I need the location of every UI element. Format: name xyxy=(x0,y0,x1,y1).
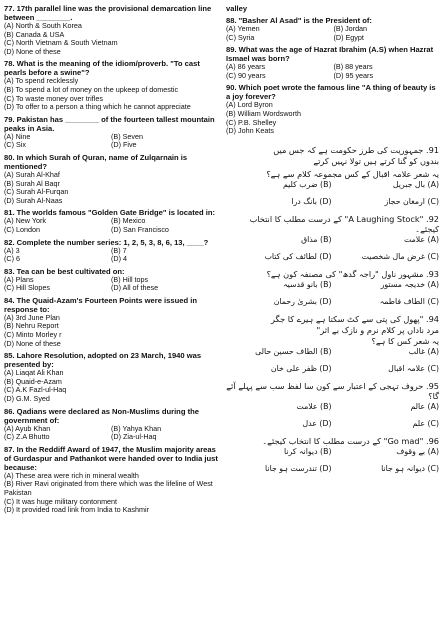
urdu-question-block xyxy=(226,169,441,207)
option-row xyxy=(4,284,218,293)
question-text: 85. Lahore Resolution, adopted on 23 March, 1940 was presented by: xyxy=(4,351,202,370)
question-block xyxy=(4,4,218,56)
option-list xyxy=(4,217,218,234)
urdu-option: (C) الطاف فاطمہ xyxy=(379,296,439,306)
option-list xyxy=(226,25,441,42)
option: (B) 7 xyxy=(111,246,127,255)
option: (A) 86 years xyxy=(226,63,266,72)
urdu-option-row xyxy=(226,252,441,262)
urdu-option-row xyxy=(226,464,441,474)
option-list xyxy=(4,314,218,348)
option: (B) Canada & USA xyxy=(4,29,65,39)
question-text: 90. Which poet wrote the famous line "A thing of beauty is a joy forever? xyxy=(226,83,436,102)
option: (A) Nine xyxy=(4,132,31,141)
option: (B) 88 years xyxy=(333,63,373,72)
urdu-option-row xyxy=(226,180,441,190)
option: (C) P.B. Shelley xyxy=(226,117,277,127)
option: (D) Zia-ul-Haq xyxy=(111,433,157,442)
urdu-option: (A) خدیجہ مستور xyxy=(380,279,439,289)
urdu-question-text: 93. مشہور ناول "راجہ گدھ" کی مصنفہ کون ہے؟ xyxy=(266,268,439,279)
option-list xyxy=(4,425,218,442)
option-row xyxy=(4,433,218,442)
urdu-questions xyxy=(226,145,441,474)
question-block xyxy=(226,45,441,80)
urdu-option-row xyxy=(226,402,441,412)
option: (C) Z.A Bhutto xyxy=(4,433,50,442)
question-block xyxy=(226,83,441,135)
question-block xyxy=(4,296,218,348)
option: (D) G.M. Syed xyxy=(4,394,50,404)
urdu-question-block xyxy=(226,145,441,166)
option: (D) Egypt xyxy=(333,33,364,42)
urdu-question-block xyxy=(226,214,441,262)
option-list xyxy=(4,22,218,56)
option: (B) Surah Al Baqr xyxy=(4,178,60,188)
urdu-option-row xyxy=(226,280,441,290)
option-row xyxy=(4,425,218,434)
option: (B) Hill tops xyxy=(111,275,149,284)
option: (B) To spend a lot of money on the upkeep of domestic xyxy=(4,84,179,94)
option: (A) Lord Byron xyxy=(226,100,273,110)
question-block xyxy=(4,153,218,205)
option: (D) None of these xyxy=(4,338,61,348)
option: (D) 95 years xyxy=(333,71,374,80)
question-text: valley xyxy=(226,4,248,13)
option: (C) A.K Fazl-ul-Haq xyxy=(4,385,67,395)
option: (A) Plans xyxy=(4,275,34,284)
urdu-question-text: یہ شعر علامہ اقبال کے کس مجموعہ کلام سے ہے؟ xyxy=(266,168,439,179)
option: (A) New York xyxy=(4,217,46,226)
question-block xyxy=(4,208,218,234)
option: (C) To waste money over trifles xyxy=(4,93,103,103)
urdu-option: (C) علم xyxy=(412,418,439,428)
option-list xyxy=(4,77,218,111)
urdu-option: (C) ارمغان حجاز xyxy=(384,196,439,206)
option: (B) Quaid-e-Azam xyxy=(4,376,62,386)
urdu-question-block xyxy=(226,314,441,374)
option: (C) Surah Al-Furqan xyxy=(4,187,69,197)
urdu-option: (A) بے وقوف xyxy=(396,446,439,456)
option: (B) Yahya Khan xyxy=(111,424,162,433)
option: (A) North & South Korea xyxy=(4,21,82,30)
option-list xyxy=(4,472,218,515)
urdu-question-text: 91. جمہوریت کی طرز حکومت ہے کہ جس میں xyxy=(273,144,439,155)
urdu-option: (B) علامت xyxy=(296,401,332,411)
urdu-option: (D) تندرست ہو جانا xyxy=(265,463,332,473)
urdu-question-text: 92. "A Laughing Stock" کے درست مطلب کا انتخاب کیجئے۔ xyxy=(249,213,439,234)
urdu-question-text: 95. حروف تہجی کے اعتبار سے کون سا لفظ سب سے پہلے آئے گا؟ xyxy=(226,380,439,401)
urdu-option: (B) دیوانہ کرنا xyxy=(283,446,332,456)
option-list xyxy=(4,171,218,205)
option: (C) 90 years xyxy=(226,71,266,80)
option: (A) These area were rich in mineral wealth xyxy=(4,470,139,480)
option: (B) Nehru Report xyxy=(4,321,59,331)
option-list xyxy=(226,63,441,80)
option-list xyxy=(4,369,218,403)
option-row xyxy=(4,276,218,285)
option: (C) 6 xyxy=(4,255,20,264)
option: (C) Hill Slopes xyxy=(4,284,50,293)
urdu-option-row xyxy=(226,235,441,245)
option: (B) William Wordsworth xyxy=(226,108,301,118)
right-column xyxy=(226,4,441,481)
option: (D) To offer to a person a thing which he cannot appreciate xyxy=(4,102,191,112)
urdu-option: (B) الطاف حسین حالی xyxy=(255,346,332,356)
question-block xyxy=(226,16,441,42)
left-column xyxy=(4,4,218,518)
option: (D) Surah Al-Naas xyxy=(4,195,63,205)
question-text: 84. The Quaid-Azam's Fourteen Points were issued in response to: xyxy=(4,295,197,314)
option-row xyxy=(4,255,218,264)
urdu-option: (B) ضرب کلیم xyxy=(282,179,332,189)
urdu-option-row xyxy=(226,197,441,207)
option-row xyxy=(4,217,218,226)
urdu-question-text: یہ شعر کس کا ہے؟ xyxy=(371,335,439,346)
option: (B) Mexico xyxy=(111,217,146,226)
urdu-option: (D) لطائف کی کتاب xyxy=(264,251,332,261)
urdu-option: (A) بال جبریل xyxy=(392,179,439,189)
urdu-option-row xyxy=(226,347,441,357)
urdu-option-row xyxy=(226,364,441,374)
option: (A) Yemen xyxy=(226,25,260,33)
urdu-option-row xyxy=(226,447,441,457)
question-text: 82. Complete the number series: 1, 2, 5, 3, 8, 6, 13, ____? xyxy=(4,237,209,247)
question-block xyxy=(226,4,441,13)
urdu-option: (C) غرض مال شخصیت xyxy=(361,251,439,261)
question-block xyxy=(4,59,218,111)
option-list xyxy=(4,276,218,293)
option-row xyxy=(226,25,441,34)
urdu-option: (A) عالم xyxy=(410,401,439,411)
option: (C) North Vietnam & South Vietnam xyxy=(4,38,118,48)
question-text: 87. In the Reddiff Award of 1947, the Muslim majority areas of Gurdaspur and Pathankot were handed over to India just because: xyxy=(4,444,218,472)
urdu-option: (A) علامت xyxy=(403,234,439,244)
urdu-option: (D) عدل xyxy=(302,418,332,428)
urdu-question-block xyxy=(226,381,441,429)
option-row xyxy=(4,141,218,150)
option: (C) Minto Morley r xyxy=(4,330,62,340)
option: (B) Seven xyxy=(111,132,143,141)
urdu-question-block xyxy=(226,269,441,307)
urdu-option-row xyxy=(226,297,441,307)
question-block xyxy=(4,351,218,403)
urdu-question-text: مرد ناداں پر کلام نرم و نازک بے اثر" xyxy=(316,324,439,335)
option-row xyxy=(226,72,441,81)
question-block xyxy=(4,115,218,150)
urdu-option: (D) ظفر علی خان xyxy=(270,363,332,373)
urdu-option: (B) بانو قدسیہ xyxy=(283,279,332,289)
option-row xyxy=(4,247,218,256)
option-row xyxy=(4,133,218,142)
option-list xyxy=(4,133,218,150)
question-text: 86. Qadians were declared as Non-Muslims during the government of: xyxy=(4,406,199,425)
option: (D) John Keats xyxy=(226,126,274,136)
option: (A) Liaqat Ali Khan xyxy=(4,368,64,378)
question-text: 79. Pakistan has ________ of the fourteen tallest mountain peaks in Asia. xyxy=(4,114,215,133)
question-text: 88. "Basher Al Asad" is the President of: xyxy=(226,16,372,25)
option-row xyxy=(226,34,441,43)
urdu-option-row xyxy=(226,419,441,429)
option: (D) San Francisco xyxy=(111,225,169,234)
english-questions-right xyxy=(226,4,441,136)
question-text: 83. Tea can be best cultivated on: xyxy=(4,266,125,276)
option-list xyxy=(226,101,441,135)
option-row xyxy=(226,63,441,72)
question-block xyxy=(4,238,218,264)
option: (B) River Ravi originated from there which was the lifeline of West Pakistan xyxy=(4,479,213,497)
option: (A) 3rd June Plan xyxy=(4,312,60,322)
urdu-option: (B) مذاق xyxy=(301,234,332,244)
option: (B) Jordan xyxy=(333,25,368,33)
option: (A) 3 xyxy=(4,246,20,255)
option: (C) It was huge military contonment xyxy=(4,496,118,506)
question-text: 78. What is the meaning of the idiom/proverb. "To cast pearls before a swine"? xyxy=(4,59,200,78)
option: (C) London xyxy=(4,225,40,234)
urdu-question-text: بندوں کو گنا کرتے ہیں تولا نہیں کرتے xyxy=(313,155,439,166)
option: (C) Syria xyxy=(226,33,255,42)
urdu-question-block xyxy=(226,436,441,474)
option-row xyxy=(4,226,218,235)
question-text: 89. What was the age of Hazrat Ibrahim (A.S) when Hazrat Ismael was born? xyxy=(226,45,434,64)
option-list xyxy=(4,247,218,264)
option: (D) All of these xyxy=(111,284,159,293)
urdu-option: (D) بشریٰ رحمان xyxy=(273,296,332,306)
option: (D) Five xyxy=(111,141,137,150)
question-block xyxy=(4,407,218,442)
question-text: 77. 17th parallel line was the provisional demarcation line between ________. xyxy=(4,4,212,22)
option: (A) To spend recklessly xyxy=(4,76,79,86)
question-block xyxy=(4,445,218,515)
urdu-option: (D) بانگ درا xyxy=(291,196,332,206)
urdu-question-text: 94. "پھول کی پتی سے کٹ سکتا ہے ہیرے کا جگر xyxy=(271,313,439,324)
option: (D) 4 xyxy=(111,255,127,264)
option: (A) Ayub Khan xyxy=(4,424,51,433)
question-block xyxy=(4,267,218,293)
urdu-option: (C) علامہ اقبال xyxy=(388,363,439,373)
option: (D) None of these xyxy=(4,46,61,56)
question-text: 80. In which Surah of Quran, name of Zulqarnain is mentioned? xyxy=(4,152,188,171)
option: (D) It provided road link from India to Kashmir xyxy=(4,505,150,515)
option: (C) Six xyxy=(4,141,26,150)
urdu-option: (C) دیوانہ ہو جانا xyxy=(381,463,439,473)
urdu-question-text: 96. "Go mad" کے درست مطلب کا انتخاب کیجئے۔ xyxy=(262,435,439,446)
question-text: 81. The worlds famous "Golden Gate Bridge" is located in: xyxy=(4,208,216,218)
urdu-option: (A) غالب xyxy=(408,346,439,356)
option: (A) Surah Al-Khaf xyxy=(4,169,60,179)
